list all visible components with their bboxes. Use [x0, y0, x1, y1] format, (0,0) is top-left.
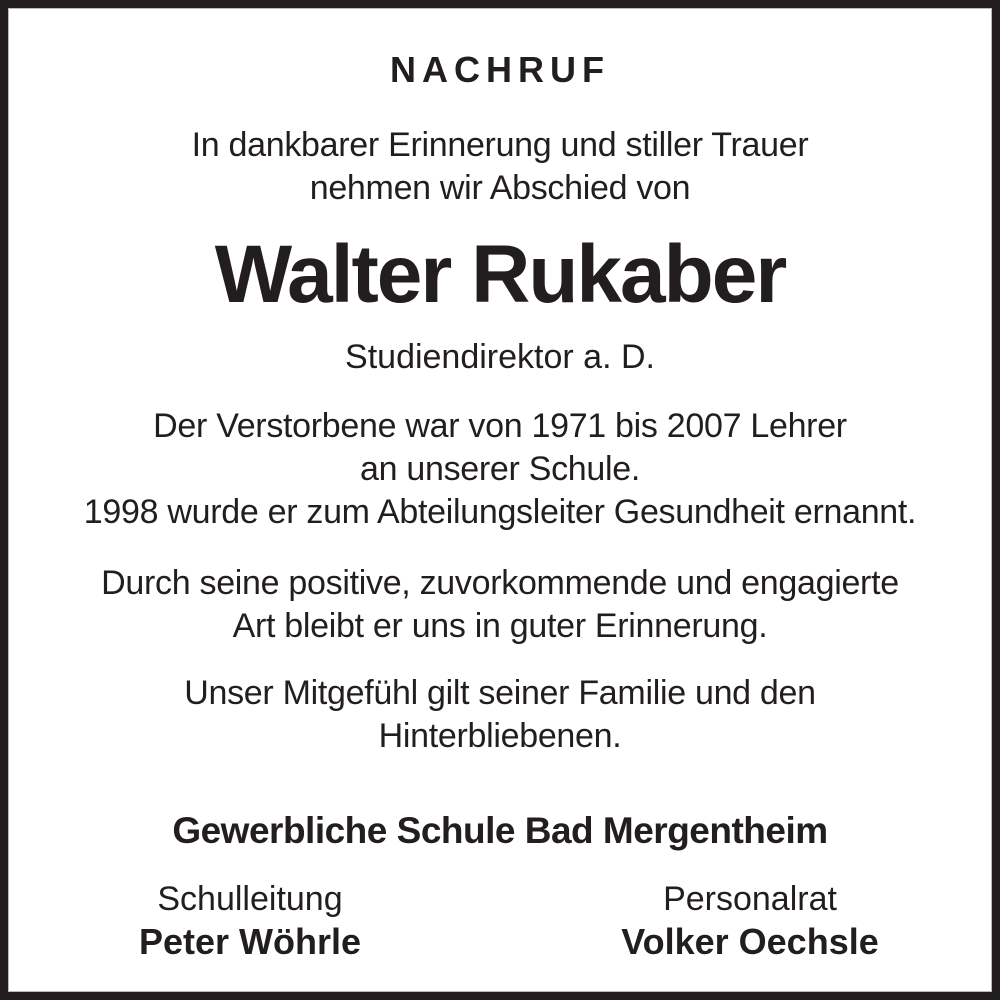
intro-paragraph	[0, 124, 1000, 210]
signature-name: Peter Wöhrle	[138, 921, 362, 962]
body-line: Durch seine positive, zuvorkommende und engagierte	[101, 564, 899, 602]
signature-role: Schulleitung	[157, 880, 343, 918]
organization-name: Gewerbliche Schule Bad Mergentheim	[172, 810, 828, 851]
signature-personalrat	[500, 878, 1000, 964]
body-line: Der Verstorbene war von 1971 bis 2007 Lehrer	[153, 407, 847, 445]
body-line: Art bleibt er uns in guter Erinnerung.	[232, 607, 768, 645]
body-paragraph-service	[0, 405, 1000, 534]
intro-line: nehmen wir Abschied von	[309, 169, 691, 207]
intro-line: In dankbarer Erinnerung und stiller Trauer	[191, 126, 809, 164]
deceased-name: Walter Rukaber	[214, 229, 786, 320]
signature-schulleitung	[0, 878, 500, 964]
body-paragraph-remembrance	[0, 562, 1000, 648]
signature-name: Volker Oechsle	[621, 921, 879, 962]
body-paragraph-condolence	[0, 672, 1000, 758]
signature-row	[0, 878, 1000, 964]
signature-role: Personalrat	[663, 880, 837, 918]
body-line: 1998 wurde er zum Abteilungsleiter Gesundheit ernannt.	[83, 493, 917, 531]
body-line: Unser Mitgefühl gilt seiner Familie und den	[184, 674, 816, 712]
body-line: Hinterbliebenen.	[378, 717, 622, 755]
body-line: an unserer Schule.	[360, 450, 640, 488]
notice-kicker: NACHRUF	[390, 49, 610, 90]
deceased-title: Studiendirektor a. D.	[345, 338, 655, 376]
